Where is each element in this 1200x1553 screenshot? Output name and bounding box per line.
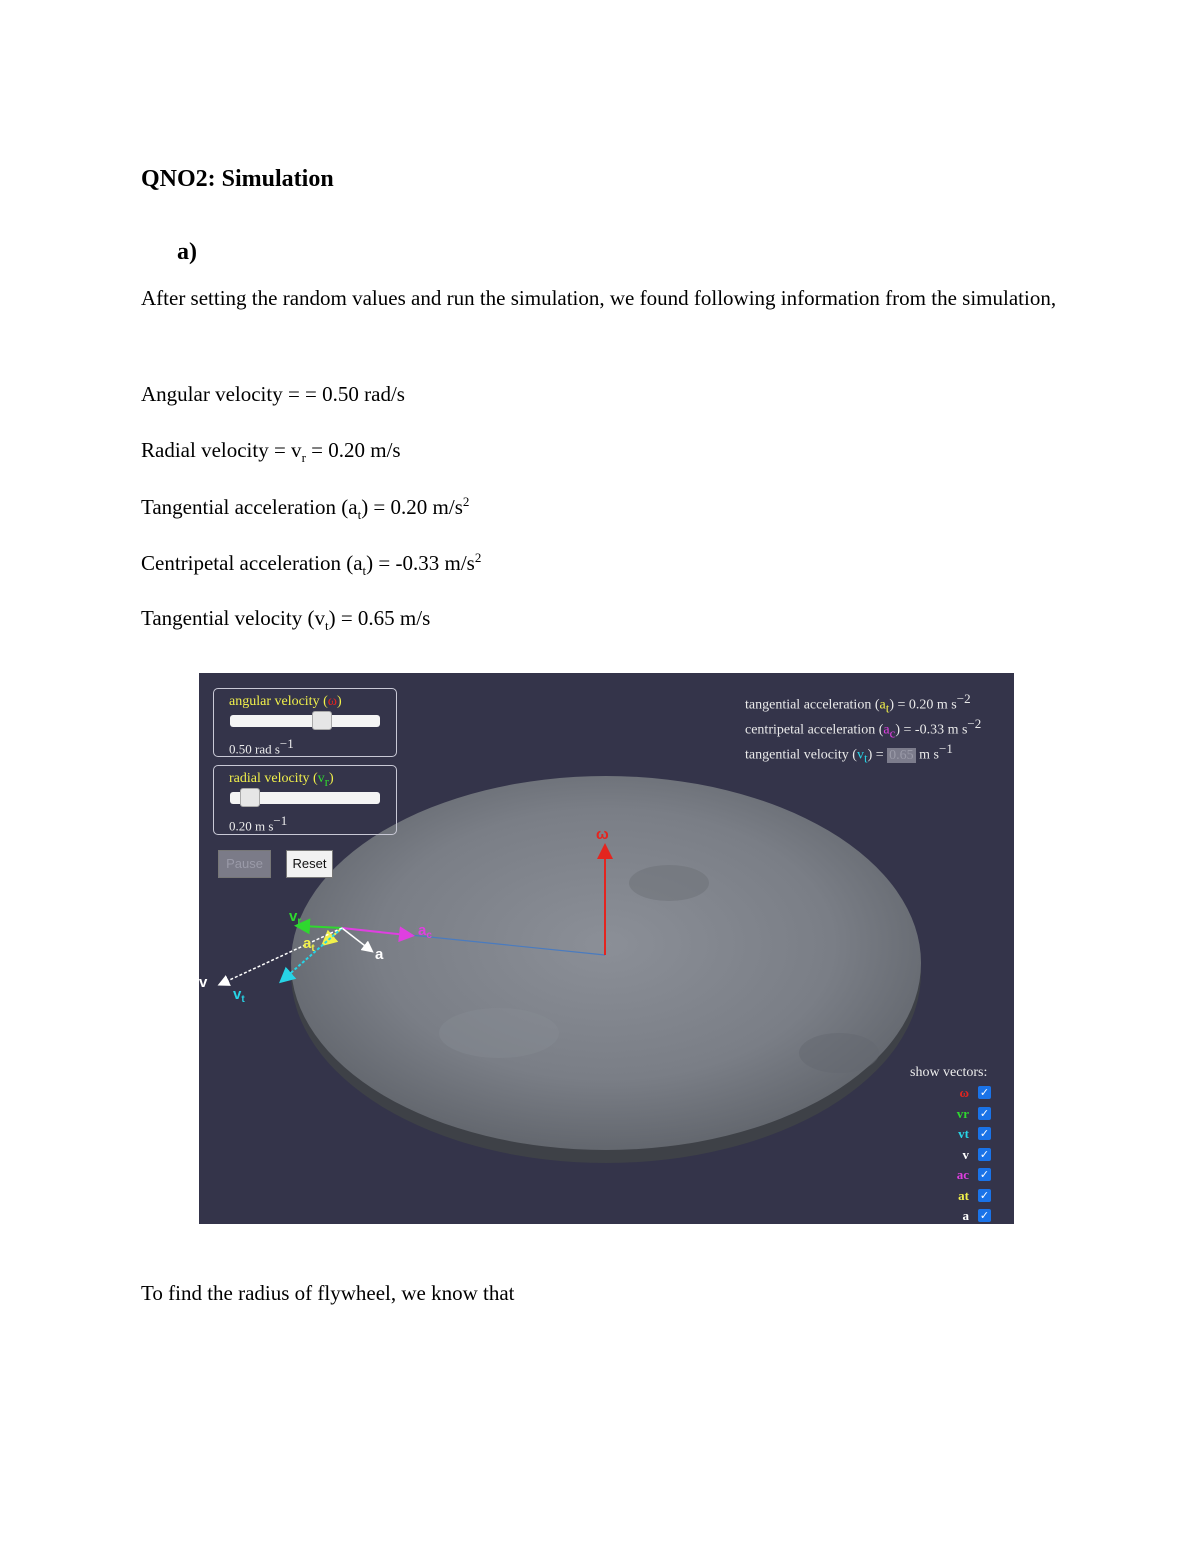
radial-velocity-panel (213, 765, 397, 835)
angular-velocity-slider[interactable] (230, 715, 380, 727)
angular-velocity-title: angular velocity (ω) (229, 694, 342, 709)
vt-label: $v_t$ (233, 986, 245, 1005)
angular-velocity-line: Angular velocity = = 0.50 rad/s (141, 382, 405, 406)
centripetal-acceleration-readout: centripetal acceleration $(a_c) = -0.33$ m $s^{-2}$ (745, 716, 982, 741)
tangential-velocity-readout: tangential velocity $(v_t) = 0.65$ m $s^{-1}$ (745, 741, 953, 766)
omega-label: ω (596, 826, 609, 843)
slider-thumb[interactable] (312, 711, 332, 730)
show-vector-label: at (958, 1187, 969, 1203)
radial-velocity-line: Radial velocity = $v_r = 0.20$ m/s (141, 438, 401, 466)
a-label: a (375, 946, 384, 963)
show-vector-checkbox[interactable]: ✓ (979, 1106, 990, 1120)
vr-label: $v_r$ (289, 908, 302, 927)
radial-velocity-slider[interactable] (230, 792, 380, 804)
simulation-screenshot (199, 673, 1014, 1224)
show-vector-row[interactable] (939, 1188, 991, 1204)
show-vector-label: v (962, 1146, 969, 1162)
subsection-label: a) (177, 239, 197, 265)
show-vector-label: vr (956, 1105, 969, 1121)
angular-velocity-value: 0.50 rad $s^{-1}$ (229, 736, 294, 757)
show-vector-row[interactable] (939, 1167, 991, 1183)
tangential-velocity-value: 0.65 (889, 747, 914, 763)
tangential-velocity-line: Tangential velocity $(v_t) = 0.65$ m/s (141, 606, 431, 634)
show-vector-row[interactable] (939, 1126, 991, 1142)
tangential-acceleration-readout: tangential acceleration $(a_t) = 0.20$ m $s^{-2}$ (745, 691, 971, 716)
show-vector-row[interactable] (939, 1106, 991, 1122)
show-vector-row[interactable] (939, 1147, 991, 1163)
radial-velocity-value: 0.20 m $s^{-1}$ (229, 813, 288, 834)
slider-thumb[interactable] (240, 788, 260, 807)
ac-label: $a_c$ (418, 922, 432, 941)
show-vector-row[interactable] (939, 1085, 991, 1101)
tangential-acceleration-line: Tangential acceleration $(a_t) = 0.20$ $m/s^2$ (141, 494, 470, 523)
show-vector-label: ac (956, 1167, 969, 1182)
show-vector-checkbox[interactable]: ✓ (979, 1188, 990, 1202)
show-vector-checkbox[interactable]: ✓ (979, 1209, 990, 1222)
section-heading: QNO2: Simulation (141, 166, 334, 192)
reset-button[interactable]: Reset (286, 850, 333, 878)
show-vector-checkbox[interactable]: ✓ (979, 1127, 990, 1140)
angular-velocity-panel (213, 688, 397, 757)
show-vector-checkbox[interactable]: ✓ (979, 1086, 990, 1099)
pause-button[interactable]: Pause (218, 850, 271, 878)
radial-velocity-title: radial velocity $(v_r)$ (229, 771, 334, 789)
show-vector-label: vt (958, 1126, 969, 1141)
show-vectors-title: show vectors: (910, 1065, 988, 1080)
closing-paragraph: To find the radius of flywheel, we know that (141, 1281, 515, 1305)
show-vector-checkbox[interactable]: ✓ (979, 1147, 990, 1161)
at-label: $a_t$ (303, 935, 315, 954)
intro-paragraph: After setting the random values and run the simulation, we found following information from the simulation, (141, 286, 1057, 310)
show-vector-label: a (962, 1208, 969, 1223)
show-vector-label: ω (959, 1085, 969, 1100)
show-vector-checkbox[interactable]: ✓ (979, 1168, 990, 1181)
show-vector-row[interactable] (939, 1208, 991, 1224)
v-label: v (199, 974, 208, 991)
centripetal-acceleration-line: Centripetal acceleration $(a_t) = -0.33$ $m/s^2$ (141, 550, 482, 579)
